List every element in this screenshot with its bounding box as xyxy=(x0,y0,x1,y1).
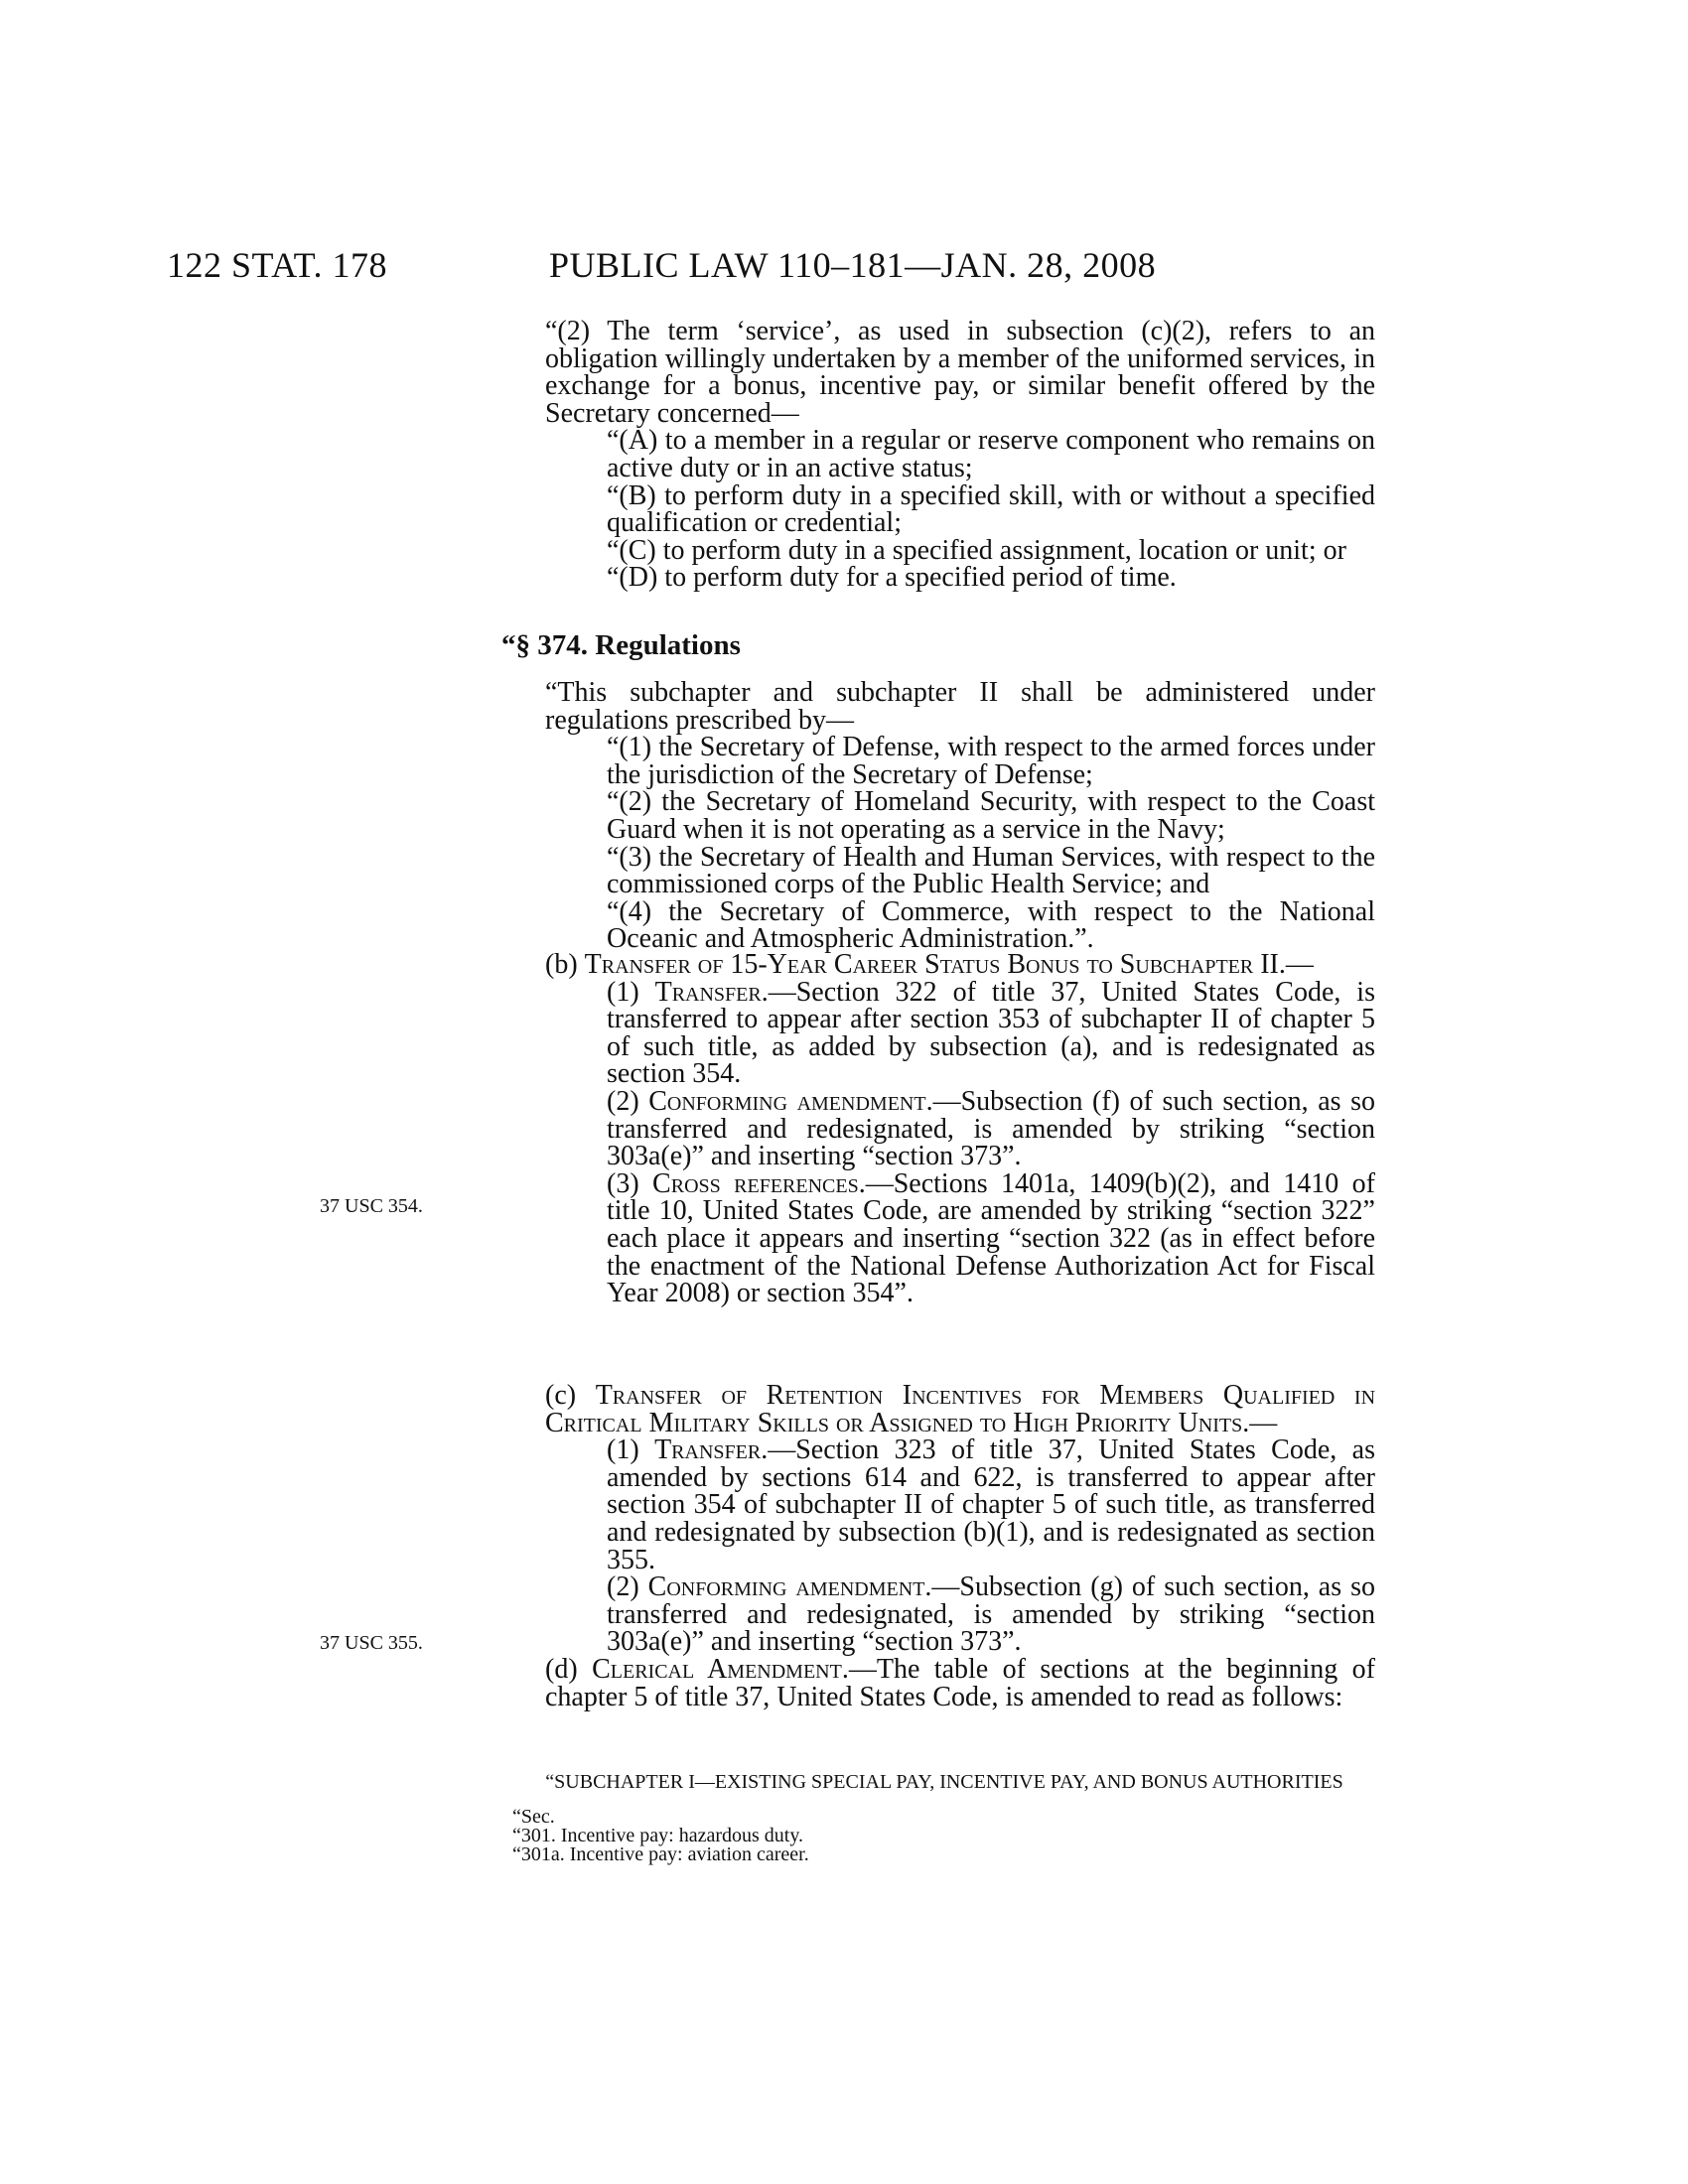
subsection-b-paragraph-3: (3) Cross references.—Sections 1401a, 1409(b)(2), and 1410 of title 10, United States Code, are amended by striking “section 322” each place it appears and inserting “section 322 (as in effect before the enactment of the National Defense Authorization Act for Fiscal Year 2008) or section 354”. xyxy=(607,1167,1376,1309)
paragraph-2-definition: “(2) The term ‘service’, as used in subsection (c)(2), refers to an obligation willingly undertaken by a member of the uniformed services, in exchange for a bonus, incentive pay, or similar benefit offered by the Secretary concerned— xyxy=(545,316,1375,429)
regulation-item-4: “(4) the Secretary of Commerce, with respect to the National Oceanic and Atmospheric Administration.”. xyxy=(607,895,1375,955)
definition-block xyxy=(497,318,1375,592)
subsection-c-heading: (c) Transfer of Retention Incentives for Members Qualified in Critical Military Skills or Assigned to High Priority Units.— xyxy=(545,1380,1376,1438)
law-title: PUBLIC LAW 110–181—JAN. 28, 2008 xyxy=(549,245,1157,285)
clause-c: “(C) to perform duty in a specified assignment, location or unit; or xyxy=(607,534,1346,566)
regulations-intro: “This subchapter and subchapter II shall be administered under regulations prescribed by— xyxy=(545,677,1375,736)
table-line: “301. Incentive pay: hazardous duty. xyxy=(512,1825,804,1846)
table-of-sections xyxy=(512,1773,1376,1864)
section-374-heading: “§ 374. Regulations xyxy=(501,629,741,661)
margin-note-37-usc-354: 37 USC 354. xyxy=(320,1195,423,1217)
subsection-b-heading: (b) Transfer of 15-Year Career Status Bonus to Subchapter II.— xyxy=(545,949,1314,980)
clause-d: “(D) to perform duty for a specified period of time. xyxy=(607,562,1177,594)
subsection-d: (d) Clerical Amendment.—The table of sections at the beginning of chapter 5 of title 37, United States Code, is amended to read as follows: xyxy=(545,1653,1375,1712)
table-line: “Sec. xyxy=(512,1806,555,1828)
stat-reference: 122 STAT. 178 xyxy=(167,245,387,285)
regulations-block xyxy=(497,679,1375,953)
regulation-item-3: “(3) the Secretary of Health and Human Services, with respect to the commissioned corps of the Public Health Service; and xyxy=(607,841,1375,900)
subsection-b-paragraph-1: (1) Transfer.—Section 322 of title 37, United States Code, is transferred to appear after section 353 of subchapter II of chapter 5 of such title, as added by subsection (a), and is redesignated as section 354. xyxy=(607,976,1375,1090)
table-line: “301a. Incentive pay: aviation career. xyxy=(512,1843,809,1865)
subsection-b-paragraph-2: (2) Conforming amendment.—Subsection (f) of such section, as so transferred and redesignated, is amended by striking “section 303a(e)” and inserting “section 373”. xyxy=(607,1085,1375,1172)
subchapter-title: “SUBCHAPTER I—EXISTING SPECIAL PAY, INCENTIVE PAY, AND BONUS AUTHORITIES xyxy=(545,1771,1343,1793)
clause-a: “(A) to a member in a regular or reserve component who remains on active duty or in an active status; xyxy=(607,425,1375,483)
subsection-c-paragraph-2: (2) Conforming amendment.—Subsection (g) of such section, as so transferred and redesignated, is amended by striking “section 303a(e)” and inserting “section 373”. xyxy=(607,1571,1376,1658)
margin-note-37-usc-355: 37 USC 355. xyxy=(320,1632,423,1654)
subsection-c-paragraph-1: (1) Transfer.—Section 323 of title 37, United States Code, as amended by sections 614 and 622, is transferred to appear after section 354 of subchapter II of chapter 5 of such title, as transferred and redesignated by subsection (b)(1), and is redesignated as section 355. xyxy=(607,1434,1375,1575)
subsection-b xyxy=(497,951,1375,1307)
subsection-c xyxy=(497,1382,1375,1710)
clause-b: “(B) to perform duty in a specified skill, with or without a specified qualification or credential; xyxy=(607,479,1375,539)
regulation-item-2: “(2) the Secretary of Homeland Security, with respect to the Coast Guard when it is not operating as a service in the Navy; xyxy=(607,786,1375,845)
regulation-item-1: “(1) the Secretary of Defense, with respect to the armed forces under the jurisdiction of the Secretary of Defense; xyxy=(607,732,1375,790)
